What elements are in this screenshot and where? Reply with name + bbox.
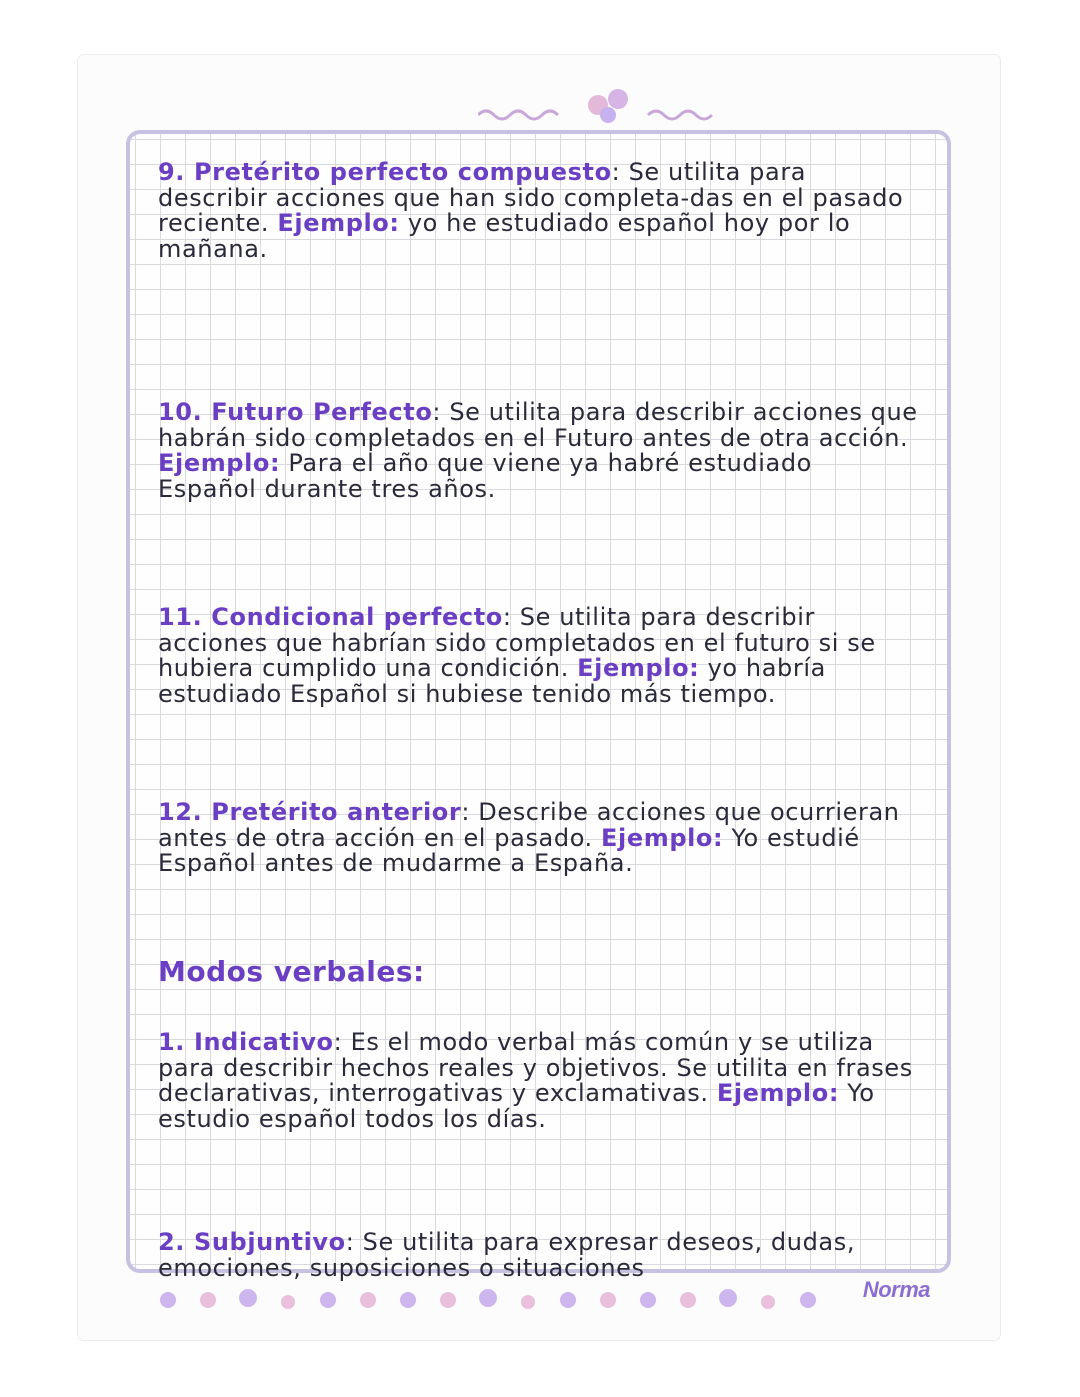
notebook-page [78, 55, 1000, 1340]
example-text: Yo estudié Español antes de mudarme a España. [158, 823, 860, 877]
section-heading: 12. Pretérito anterior [158, 798, 462, 826]
modos-verbales-title-block [158, 955, 918, 988]
modos-verbales-title: Modos verbales: [158, 955, 425, 988]
section-subjuntivo [158, 1230, 918, 1281]
section-body: : Describe acciones que ocurrieran antes de otra acción en el pasado. [158, 798, 900, 852]
section-indicativo [158, 1030, 918, 1132]
section-condicional-perfecto [158, 605, 918, 707]
section-preterito-perfecto-compuesto [158, 160, 918, 262]
section-heading: 10. Futuro Perfecto [158, 398, 433, 426]
example-text: Para el año que viene ya habré estudiado Español durante tres años. [158, 449, 812, 503]
section-heading: 11. Condicional perfecto [158, 603, 503, 631]
example-text: yo habría estudiado Español si hubiese tenido más tiempo. [158, 654, 826, 708]
section-futuro-perfecto [158, 400, 918, 502]
section-heading: 2. Subjuntivo [158, 1228, 346, 1256]
example-label: Ejemplo: [716, 1079, 840, 1107]
brand-logo: Norma [862, 1277, 930, 1302]
section-body: : Se utilita para describir acciones que habrían sido completados en el futuro si se hubiera cumplido una condición. [158, 603, 876, 682]
section-heading: 9. Pretérito perfecto compuesto [158, 158, 612, 186]
example-label: Ejemplo: [577, 654, 700, 682]
section-body: : Se utilita para describir acciones que habrán sido completados en el Futuro antes de otra acción. [158, 398, 918, 452]
section-preterito-anterior [158, 800, 918, 877]
example-label: Ejemplo: [601, 823, 724, 852]
example-label: Ejemplo: [158, 449, 281, 477]
flower-border-bottom-icon [148, 1280, 938, 1320]
section-heading: 1. Indicativo [158, 1028, 334, 1056]
flower-ornament-top-icon [478, 85, 738, 125]
example-text: yo he estudiado español hoy por lo mañana. [158, 209, 851, 263]
section-body: : Se utilita para expresar deseos, dudas, emociones, suposiciones o situaciones [158, 1228, 856, 1282]
section-body: : Es el modo verbal más común y se utiliza para describir hechos reales y objetivos. Se utilita en frases declarativas, interrogativas y exclamativas. [158, 1028, 913, 1107]
section-body: : Se utilita para describir acciones que han sido completa-das en el pasado reciente. [158, 158, 904, 237]
example-text: Yo estudio español todos los días. [158, 1079, 875, 1133]
example-label: Ejemplo: [277, 209, 400, 237]
